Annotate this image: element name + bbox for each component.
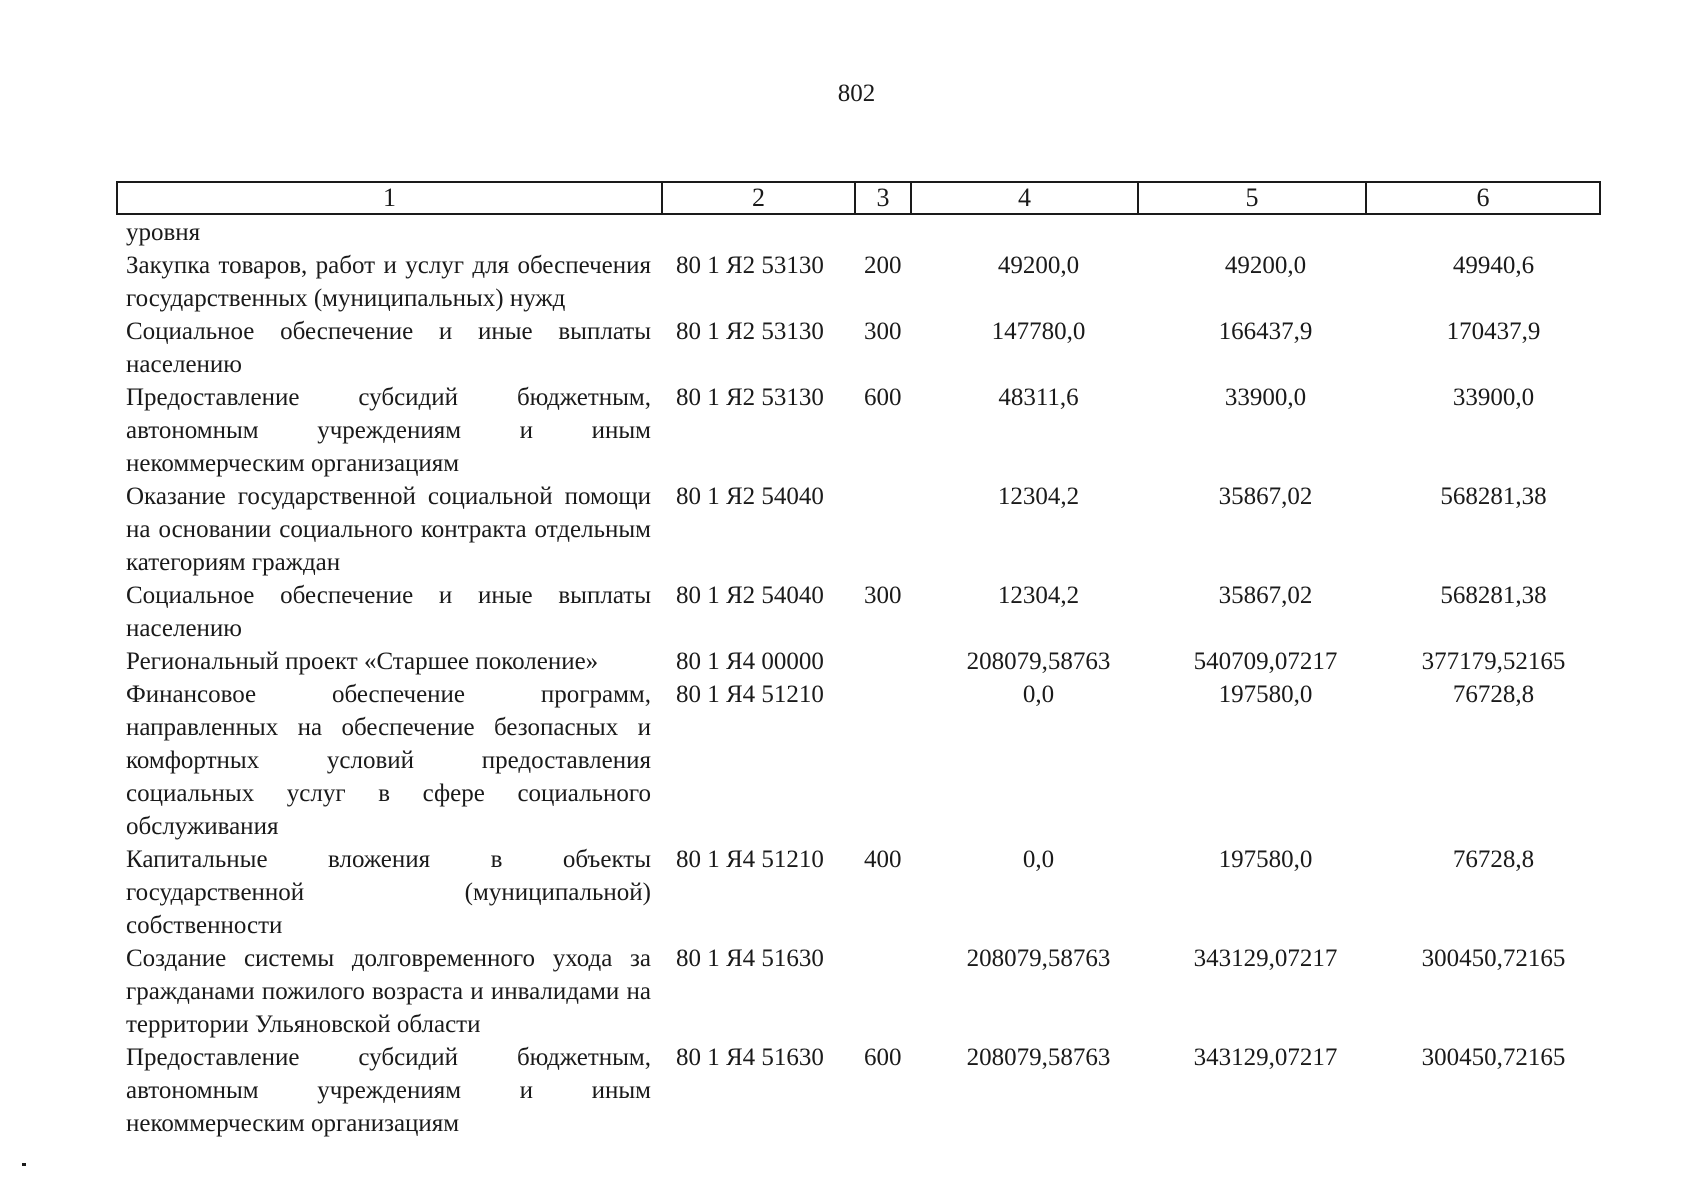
scan-speck	[22, 1163, 26, 1166]
row-value-col4: 208079,58763	[966, 945, 1111, 972]
row-expense-type: 300	[864, 318, 902, 345]
row-name: Закупка товаров, работ и услуг для обеспечения государственных (муниципальных) нужд	[126, 252, 651, 312]
table-row	[126, 1041, 1586, 1140]
table-row	[126, 315, 1586, 381]
table-row	[126, 579, 1586, 645]
row-value-col4: 12304,2	[997, 582, 1080, 609]
row-name: Предоставление субсидий бюджетным, автономным учреждениям и иным некоммерческим организациям	[126, 1044, 651, 1137]
row-name: Социальное обеспечение и иные выплаты населению	[126, 318, 651, 378]
row-value-col5: 35867,02	[1218, 483, 1313, 510]
row-value-col6: 170437,9	[1446, 318, 1541, 345]
row-code: 80 1 Я4 51630	[676, 945, 824, 972]
row-name: Капитальные вложения в объекты государственной (муниципальной) собственности	[126, 846, 651, 939]
row-value-col5: 33900,0	[1224, 384, 1307, 411]
table-row	[126, 843, 1586, 942]
row-value-col5: 197580,0	[1218, 846, 1313, 873]
row-value-col6: 49940,6	[1452, 252, 1535, 279]
row-value-col4: 49200,0	[997, 252, 1080, 279]
row-name: Оказание государственной социальной помощи на основании социального контракта отдельным категориям граждан	[126, 483, 651, 576]
row-value-col4: 12304,2	[997, 483, 1080, 510]
row-value-col5: 166437,9	[1218, 318, 1313, 345]
row-code: 80 1 Я2 53130	[676, 318, 824, 345]
table-row	[126, 381, 1586, 480]
row-value-col4: 208079,58763	[966, 648, 1111, 675]
row-code: 80 1 Я2 53130	[676, 252, 824, 279]
row-name: Финансовое обеспечение программ, направленных на обеспечение безопасных и комфортных условий предоставления социальных услуг в сфере социального обслуживания	[126, 681, 651, 840]
table-row	[126, 678, 1586, 843]
row-expense-type: 300	[864, 582, 902, 609]
row-value-col5: 343129,07217	[1193, 1044, 1338, 1071]
row-value-col5: 343129,07217	[1193, 945, 1338, 972]
row-name: Социальное обеспечение и иные выплаты населению	[126, 582, 651, 642]
row-name: Предоставление субсидий бюджетным, автономным учреждениям и иным некоммерческим организациям	[126, 384, 651, 477]
row-value-col6: 568281,38	[1440, 582, 1547, 609]
page-number: 802	[837, 80, 876, 107]
row-value-col4: 0,0	[1022, 846, 1055, 873]
table-row	[126, 249, 1586, 315]
row-value-col6: 33900,0	[1452, 384, 1535, 411]
row-code: 80 1 Я2 53130	[676, 384, 824, 411]
header-col-2: 2	[663, 183, 856, 213]
row-value-col6: 377179,52165	[1421, 648, 1566, 675]
row-value-col5: 197580,0	[1218, 681, 1313, 708]
header-col-5: 5	[1139, 183, 1367, 213]
row-code: 80 1 Я4 51210	[676, 681, 824, 708]
row-code: 80 1 Я4 51630	[676, 1044, 824, 1071]
table-row	[126, 216, 1586, 249]
row-expense-type: 600	[864, 384, 902, 411]
row-code: 80 1 Я4 00000	[676, 648, 824, 675]
row-name: Региональный проект «Старшее поколение»	[126, 648, 599, 675]
row-expense-type: 600	[864, 1044, 902, 1071]
row-value-col5: 49200,0	[1224, 252, 1307, 279]
row-expense-type: 400	[864, 846, 902, 873]
row-value-col4: 208079,58763	[966, 1044, 1111, 1071]
row-value-col6: 300450,72165	[1421, 1044, 1566, 1071]
row-value-col4: 0,0	[1022, 681, 1055, 708]
row-value-col6: 568281,38	[1440, 483, 1547, 510]
header-col-4: 4	[912, 183, 1139, 213]
row-value-col5: 540709,07217	[1193, 648, 1338, 675]
table-row	[126, 942, 1586, 1041]
row-expense-type: 200	[864, 252, 902, 279]
table-row	[126, 480, 1586, 579]
row-name: Создание системы долговременного ухода за гражданами пожилого возраста и инвалидами на территории Ульяновской области	[126, 945, 651, 1038]
header-col-3: 3	[856, 183, 912, 213]
row-value-col6: 76728,8	[1452, 681, 1535, 708]
header-col-6: 6	[1476, 183, 1490, 212]
table-body	[126, 216, 1586, 1140]
header-col-1: 1	[118, 183, 663, 213]
row-value-col6: 300450,72165	[1421, 945, 1566, 972]
row-value-col5: 35867,02	[1218, 582, 1313, 609]
table-header	[116, 181, 1601, 215]
row-value-col4: 48311,6	[998, 384, 1079, 411]
row-value-col4: 147780,0	[991, 318, 1086, 345]
row-code: 80 1 Я4 51210	[676, 846, 824, 873]
row-code: 80 1 Я2 54040	[676, 483, 824, 510]
table-row	[126, 645, 1586, 678]
row-value-col6: 76728,8	[1452, 846, 1535, 873]
row-name: уровня	[126, 219, 201, 246]
row-code: 80 1 Я2 54040	[676, 582, 824, 609]
